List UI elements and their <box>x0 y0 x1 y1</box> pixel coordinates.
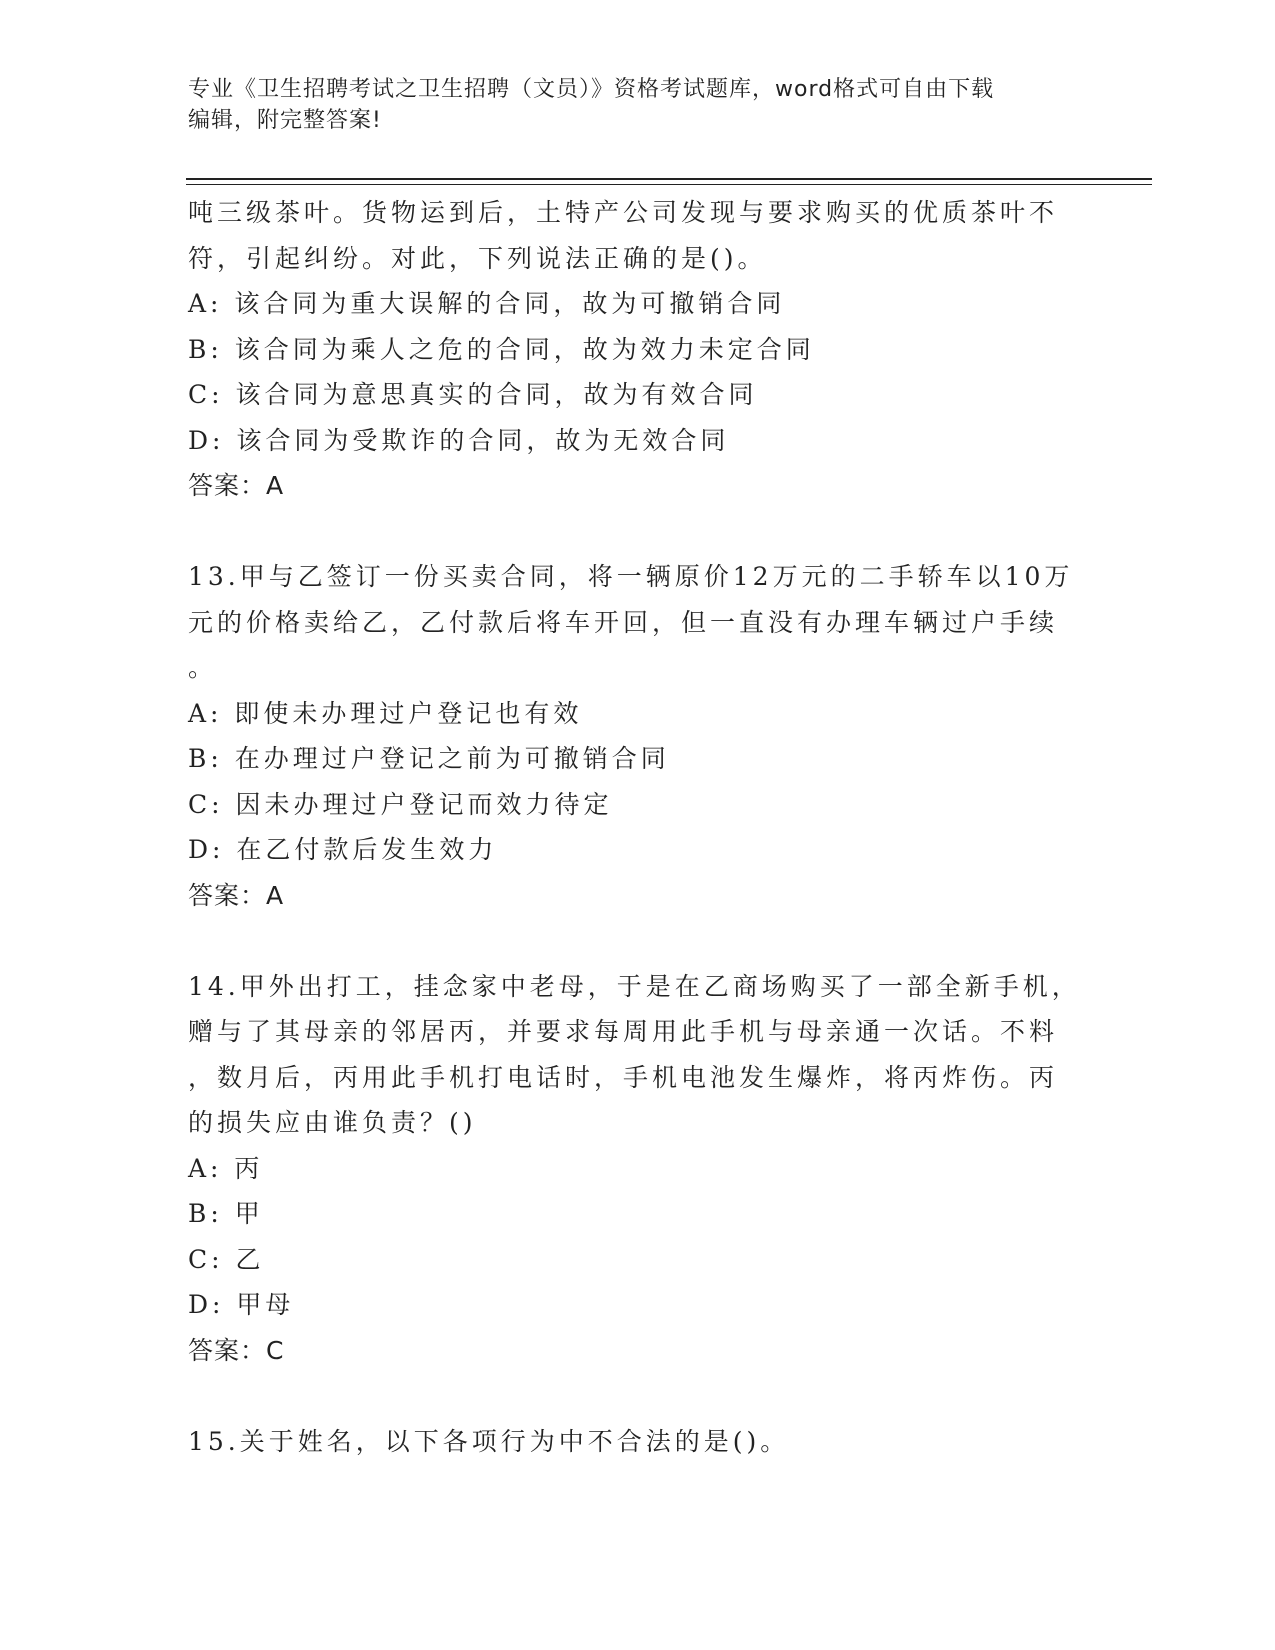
option-b: B: 甲 <box>188 1199 264 1228</box>
answer-line: 答案：C <box>188 1335 285 1365</box>
question-stem-line: 的损失应由谁负责？() <box>188 1108 477 1137</box>
question-stem-line: 。 <box>188 653 218 682</box>
option-c: C: 乙 <box>188 1244 265 1274</box>
option-b: B: 该合同为乘人之危的合同，故为效力未定合同 <box>188 334 815 364</box>
question-stem-line: 13.甲与乙签订一份买卖合同，将一辆原价12万元的二手轿车以10万 <box>188 562 1074 591</box>
option-b: B: 在办理过户登记之前为可撤销合同 <box>188 744 670 773</box>
spacer <box>188 509 1088 555</box>
question-13 <box>188 554 1088 918</box>
option-a: A: 该合同为重大误解的合同，故为可撤销合同 <box>188 289 786 318</box>
option-c: C: 因未办理过户登记而效力待定 <box>188 789 613 819</box>
header-line-1: 专业《卫生招聘考试之卫生招聘（文员）》资格考试题库，word格式可自由下载 <box>188 77 995 102</box>
spacer <box>188 1373 1088 1419</box>
question-stem-line: 符，引起纠纷。对此，下列说法正确的是()。 <box>188 243 767 273</box>
question-stem-line: 元的价格卖给乙，乙付款后将车开回，但一直没有办理车辆过户手续 <box>188 607 1059 637</box>
header-rule-thin <box>186 184 1152 185</box>
answer-line: 答案：A <box>188 880 285 910</box>
spacer <box>188 918 1088 964</box>
document-header <box>188 74 1068 136</box>
option-a: A: 丙 <box>188 1153 264 1183</box>
option-d: D: 该合同为受欺诈的合同，故为无效合同 <box>188 425 730 455</box>
answer-line: 答案：A <box>188 471 285 500</box>
option-a: A: 即使未办理过户登记也有效 <box>188 698 583 728</box>
question-12 <box>188 190 1088 509</box>
option-d: D: 在乙付款后发生效力 <box>188 835 498 864</box>
option-d: D: 甲母 <box>188 1290 295 1319</box>
question-stem-line: 15.关于姓名，以下各项行为中不合法的是()。 <box>188 1426 790 1456</box>
question-stem-line: 吨三级茶叶。货物运到后，土特产公司发现与要求购买的优质茶叶不 <box>188 198 1059 227</box>
question-15 <box>188 1419 1088 1465</box>
question-stem-line: 14.甲外出打工，挂念家中老母，于是在乙商场购买了一部全新手机， <box>188 971 1081 1001</box>
header-line-2: 编辑，附完整答案! <box>188 108 382 133</box>
question-body <box>188 190 1088 1464</box>
header-rule-thick <box>186 178 1152 180</box>
question-stem-line: 赠与了其母亲的邻居丙，并要求每周用此手机与母亲通一次话。不料 <box>188 1017 1059 1046</box>
option-c: C: 该合同为意思真实的合同，故为有效合同 <box>188 380 758 409</box>
question-14 <box>188 964 1088 1374</box>
question-stem-line: ，数月后，丙用此手机打电话时，手机电池发生爆炸，将丙炸伤。丙 <box>188 1062 1059 1092</box>
